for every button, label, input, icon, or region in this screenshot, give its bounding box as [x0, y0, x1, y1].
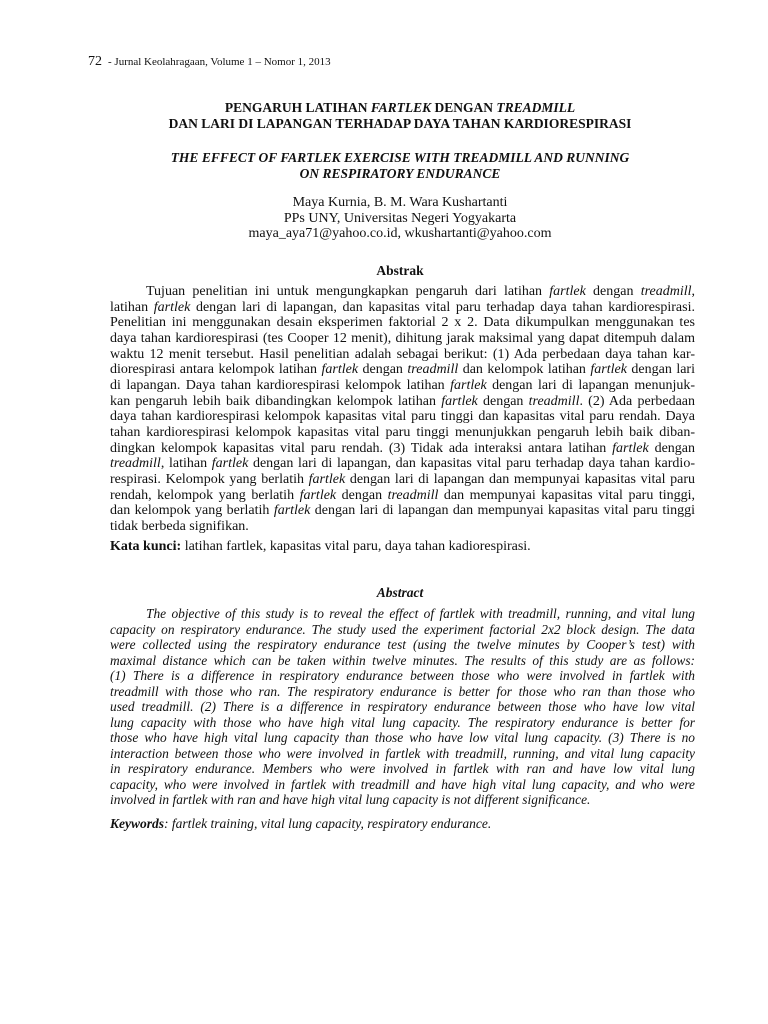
line-text: dengan lari di lapangan, dan kapasitas vital paru terhadap daya tahan kardiorespirasi.	[190, 299, 695, 315]
paragraph-line	[110, 347, 695, 363]
author-names: Maya Kurnia, B. M. Wara Kushartanti	[292, 195, 508, 210]
title-text: TREADMILL	[496, 100, 576, 115]
paragraph-line	[110, 622, 695, 638]
italic-term: fartlek	[441, 393, 478, 409]
line-text: involved in fartlek with ran and have high vital lung capacity is not different significance.	[110, 792, 591, 807]
line-text: waktu 12 menit tersebut. Hasil penelitian adalah sebagai berikut: (1) Ada perbedaan daya tahan kar-	[110, 346, 695, 362]
line-text: dengan	[648, 440, 695, 456]
line-text: dengan	[477, 393, 529, 409]
author-emails: maya_aya71@yahoo.co.id, wkushartanti@yahoo.com	[248, 226, 552, 242]
paragraph-line	[110, 300, 695, 316]
paragraph-line	[110, 488, 695, 504]
line-text: Penelitian ini menggunakan desain eksperimen faktorial 2 x 2. Data dikumpulkan menggunakan tes	[110, 315, 695, 331]
italic-term: treadmill	[387, 487, 439, 503]
abstract-heading: Abstract	[376, 585, 424, 600]
line-text: dan mempunyai kapasitas vital paru tinggi,	[438, 487, 696, 503]
paragraph-line	[110, 425, 695, 441]
paragraph-line	[110, 378, 695, 394]
title-text: DAN LARI DI LAPANGAN TERHADAP DAYA TAHAN KARDIORESPIRASI	[168, 116, 632, 131]
italic-term: fartlek	[549, 284, 586, 299]
line-text: dan kelompok latihan	[458, 362, 591, 378]
paragraph-line	[110, 684, 695, 700]
paragraph-line	[110, 362, 695, 378]
italic-term: treadmill	[110, 456, 161, 472]
line-text: treadmill with those who ran. The respiratory endurance is better for those who ran than those who	[110, 683, 695, 699]
italic-term: fartlek	[321, 362, 359, 378]
paragraph-line	[110, 315, 695, 331]
abstrak-paragraph	[110, 284, 695, 535]
line-text: dingkan kelompok kapasitas vital paru rendah. (3) Tidak ada interaksi antara latihan	[110, 440, 613, 456]
line-text: dengan lari	[626, 362, 695, 378]
paragraph-line	[110, 331, 695, 347]
paragraph-line	[110, 441, 695, 457]
paragraph-line	[110, 777, 695, 793]
paragraph-line	[110, 637, 695, 653]
line-text: ,	[691, 284, 695, 299]
italic-term: fartlek	[273, 503, 311, 519]
line-text: respirasi. Kelompok yang berlatih	[110, 471, 309, 487]
line-text: dengan	[585, 284, 641, 299]
italic-term: fartlek	[299, 487, 337, 503]
line-text: tahan kardiorespirasi kelompok kapasitas vital paru tinggi menunjukkan pengaruh lebih baik diban-	[110, 424, 695, 440]
italic-term: fartlek	[308, 471, 346, 487]
line-text: di lapangan. Daya tahan kardiorespirasi kelompok latihan	[110, 377, 451, 393]
paragraph-line	[110, 503, 695, 519]
keywords	[110, 816, 491, 832]
line-text: lung capacity with those who have high vital lung capacity. The respiratory endurance is better for	[110, 714, 695, 730]
line-text: kan pengaruh lebih baik dibandingkan kelompok latihan	[110, 393, 442, 409]
keywords-text: latihan fartlek, kapasitas vital paru, daya tahan kadiorespirasi.	[181, 539, 531, 554]
title-text: DENGAN	[431, 100, 497, 115]
paragraph-line	[110, 746, 695, 762]
line-text: dengan	[358, 362, 408, 378]
paragraph-line	[110, 730, 695, 746]
kata-kunci	[110, 539, 531, 555]
title-text: PENGARUH LATIHAN	[224, 100, 371, 115]
line-text: The objective of this study is to reveal the effect of fartlek with treadmill, running, and vital lung	[146, 606, 695, 621]
line-text: dengan lari di lapangan menunjuk-	[486, 377, 695, 393]
paragraph-line	[110, 761, 695, 777]
line-text: dengan lari di lapangan, dan kapasitas vital paru terhadap daya tahan kardio-	[248, 456, 695, 472]
paragraph-line	[110, 409, 695, 425]
italic-term: fartlek	[612, 440, 649, 456]
title-text: ON RESPIRATORY ENDURANCE	[299, 166, 501, 181]
line-text: maximal distance which can be taken within twelve minutes. The results of this study are as follows:	[110, 652, 695, 668]
line-text: capacity, who were involved in fartlek with treadmill and have high vital lung capacity, and who were	[110, 776, 695, 792]
line-text: in respiratory endurance. Members who were involved in fartlek with ran and have low vital lung	[110, 761, 695, 776]
paragraph-line	[110, 606, 695, 622]
line-text: dengan lari di lapangan dan mempunyai kapasitas vital paru tinggi	[310, 503, 695, 519]
paragraph-line	[110, 394, 695, 410]
title-english	[100, 150, 700, 182]
italic-term: fartlek	[450, 377, 487, 393]
line-text: latihan	[110, 299, 154, 315]
keywords-label: Keywords	[110, 816, 164, 831]
line-text: Tujuan penelitian ini untuk mengungkapkan pengaruh dari latihan	[146, 284, 550, 299]
italic-term: treadmill	[528, 393, 580, 409]
paragraph-line	[110, 715, 695, 731]
italic-term: fartlek	[153, 299, 191, 315]
abstrak-heading: Abstrak	[376, 263, 424, 278]
italic-term: treadmill	[407, 362, 459, 378]
title-indonesian	[100, 100, 700, 132]
line-text: dan kelompok yang berlatih	[110, 503, 274, 519]
author-block	[100, 195, 700, 242]
paragraph-line	[110, 456, 695, 472]
line-text: daya tahan kardiorespirasi kelompok kapasitas vital paru tinggi dan kapasitas vital paru rendah. Daya	[110, 409, 695, 425]
line-text: tidak berbeda signifikan.	[110, 518, 249, 534]
line-text: used treadmill. (2) There is a difference in respiratory endurance between those who have low vital	[110, 699, 695, 714]
line-text: , latihan	[160, 456, 212, 472]
line-text: . (2) Ada perbedaan	[579, 393, 695, 409]
line-text: were collected using the respiratory endurance test (using the twelve minutes by Cooper’s test) with	[110, 637, 695, 652]
italic-term: treadmill	[640, 284, 692, 299]
title-text: FARTLEK	[370, 100, 432, 115]
paragraph-line	[110, 472, 695, 488]
paragraph-line	[110, 519, 695, 535]
line-text: those who have high vital lung capacity than those who have low vital lung capacity. (3) There is no	[110, 730, 695, 745]
affiliation: PPs UNY, Universitas Negeri Yogyakarta	[283, 210, 517, 226]
paragraph-line	[110, 699, 695, 715]
paragraph-line	[110, 284, 695, 300]
abstract-paragraph	[110, 606, 695, 808]
line-text: diorespirasi antara kelompok latihan	[110, 362, 322, 378]
line-text: dengan	[336, 487, 388, 503]
paragraph-line	[110, 668, 695, 684]
italic-term: fartlek	[211, 456, 249, 472]
page-number: 72	[88, 54, 102, 69]
paragraph-line	[110, 653, 695, 669]
journal-citation: - Jurnal Keolahragaan, Volume 1 – Nomor 1, 2013	[108, 56, 331, 68]
line-text: capacity on respiratory endurance. The study used the experiment factorial 2x2 block design. The data	[110, 621, 695, 637]
keywords-label: Kata kunci:	[110, 539, 182, 554]
line-text: rendah, kelompok yang berlatih	[110, 487, 300, 503]
paragraph-line	[110, 792, 695, 808]
line-text: (1) There is a difference in respiratory endurance between those who were involved in fartlek with	[110, 668, 695, 683]
title-text: THE EFFECT OF FARTLEK EXERCISE WITH TREADMILL AND RUNNING	[170, 150, 630, 165]
keywords-text: : fartlek training, vital lung capacity, respiratory endurance.	[164, 816, 492, 831]
italic-term: fartlek	[590, 362, 627, 378]
line-text: daya tahan kardiorespirasi (tes Cooper 12 menit), dihitung jarak maksimal yang dapat ditempuh dalam	[110, 330, 695, 346]
running-header	[88, 52, 331, 70]
line-text: dengan lari di lapangan dan mempunyai kapasitas vital paru	[345, 471, 695, 487]
line-text: interaction between those who were involved in fartlek with treadmill, running, and vital lung capacity	[110, 745, 695, 761]
